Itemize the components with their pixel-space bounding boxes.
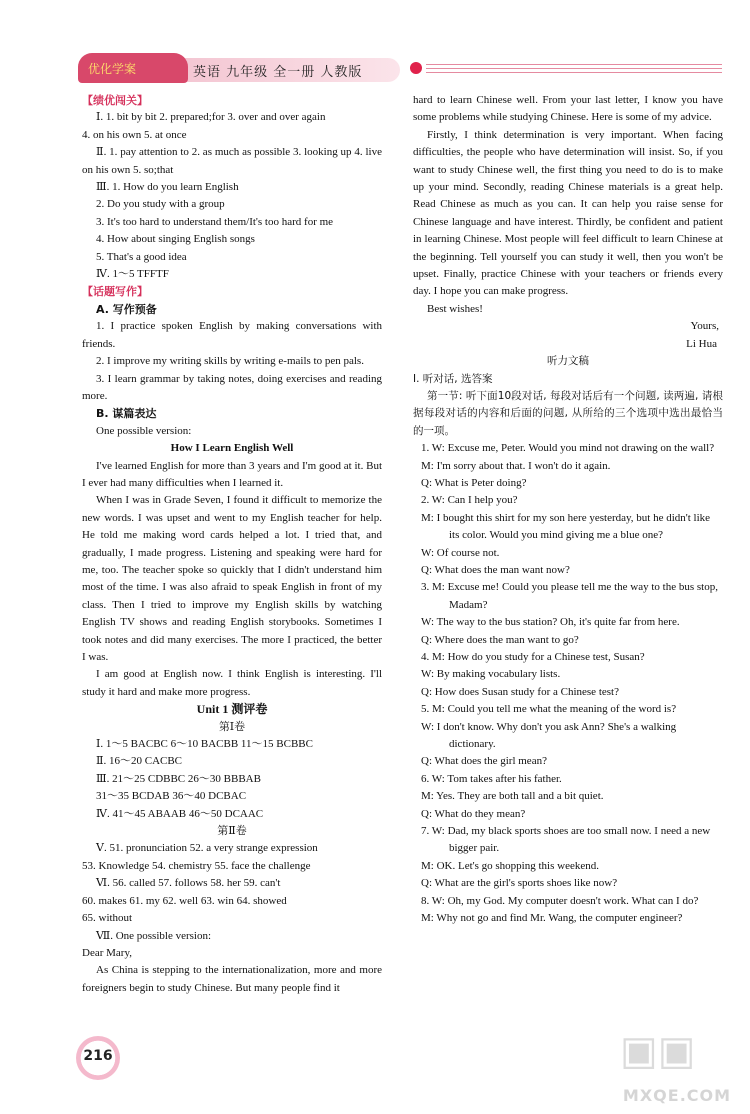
answer-line: 4. on his own 5. at once <box>82 128 187 141</box>
letter-closing: Best wishes! <box>427 302 483 315</box>
book-info: 英语 九年级 全一册 人教版 <box>193 65 363 80</box>
version-label: One possible version: <box>96 424 192 437</box>
answer-line: Ⅳ. 41～45 ABAAB 46～50 DCAAC <box>96 807 264 820</box>
dialogue-line: Q: What are the girl's sports shoes like now? <box>421 877 618 890</box>
dialogue-line: W: I don't know. Why don't you ask Ann? She's a walking dictionary. <box>421 720 677 751</box>
header-rule <box>426 72 722 73</box>
essay-title: How I Learn English Well <box>170 442 294 455</box>
left-column <box>82 92 382 997</box>
dialogue-line: 6. W: Tom takes after his father. <box>421 772 562 785</box>
watermark-logo-icon: ▣▣ <box>620 1028 696 1074</box>
dialogue-line: M: I'm sorry about that. I won't do it again. <box>421 459 611 472</box>
subsection-title: A. 写作预备 <box>96 302 157 316</box>
answer-line: 2. Do you study with a group <box>96 198 225 211</box>
section-tag: 【绩优闯关】 <box>82 94 148 107</box>
letter-paragraph: Firstly, I think determination is very important. When facing difficulties, the people who have determination will insist. So, if you want to study Chinese well, the first thing you need to do is to make up your mind. Secondly, reading Chinese materials is a great help. Read Chinese as much as you can. It can help you raise sense for Chinese language and have interest. Thirdly, be confident and patient in learning Chinese. Most people will feel difficult to learn Chinese at the beginning. Tell yourself you can study it well, then you won't be upset. Finally, practice Chinese with your teachers or friends every day. I hope you can make progress. <box>413 128 723 298</box>
part-instructions: 第一节: 听下面10段对话, 每段对话后有一个问题, 读两遍, 请根据每段对话的内容和后面的问题, 从所给的三个选项中选出最恰当的一项。 <box>413 389 723 437</box>
watermark <box>612 1028 742 1106</box>
answer-line: 4. How about singing English songs <box>96 233 255 246</box>
answer-line: Ⅰ. 1～5 BACBC 6～10 BACBB 11～15 BCBBC <box>96 738 313 751</box>
letter-greeting: Dear Mary, <box>82 946 132 959</box>
answer-line: 1. I practice spoken English by making conversations with friends. <box>82 320 382 350</box>
answer-line: 53. Knowledge 54. chemistry 55. face the challenge <box>82 859 311 872</box>
volume-title: 第Ⅱ卷 <box>217 825 247 838</box>
essay-paragraph: I've learned English for more than 3 years and I'm good at it. But I ever had many difficulties when I learned it. <box>82 459 382 489</box>
script-title: 听力文稿 <box>547 355 589 368</box>
dialogue-line: 2. W: Can I help you? <box>421 494 518 507</box>
unit-title: Unit 1 测评卷 <box>196 702 268 717</box>
version-label: Ⅶ. One possible version: <box>96 929 212 942</box>
subsection-title: B. 谋篇表达 <box>96 407 157 421</box>
letter-paragraph: hard to learn Chinese well. From your last letter, I know you have some problems while studying Chinese. Here is some of my advice. <box>413 94 723 124</box>
essay-paragraph: I am good at English now. I think English is interesting. I'll study it hard and make more progress. <box>82 668 382 698</box>
dialogue-line: W: The way to the bus station? Oh, it's quite far from here. <box>421 616 680 629</box>
dialogue-line: 3. M: Excuse me! Could you please tell me the way to the bus stop, Madam? <box>421 581 718 611</box>
dialogue-line: 7. W: Dad, my black sports shoes are too small now. I need a new bigger pair. <box>421 825 711 855</box>
header-rule <box>426 68 722 69</box>
dialogue-line: M: I bought this shirt for my son here yesterday, but he didn't like its color. Would you mind giving me a blue one? <box>421 511 711 542</box>
answer-line: 60. makes 61. my 62. well 63. win 64. showed <box>82 894 287 907</box>
right-column <box>413 92 723 928</box>
answer-line: Ⅱ. 16～20 CACBC <box>96 755 183 768</box>
dialogue-line: 8. W: Oh, my God. My computer doesn't work. What can I do? <box>421 894 699 907</box>
page-number: 216 <box>83 1048 113 1064</box>
header-dot <box>410 62 422 74</box>
answer-line: Ⅱ. 1. pay attention to 2. as much as possible 3. looking up 4. live on his own 5. so;that <box>82 146 382 176</box>
answer-line: 3. I learn grammar by taking notes, doing exercises and reading more. <box>82 372 382 402</box>
letter-paragraph: As China is stepping to the internationalization, more and more foreigners begin to study Chinese. But many people find it <box>82 964 382 994</box>
dialogue-line: M: Yes. They are both tall and a bit quiet. <box>421 790 604 803</box>
letter-signature: Li Hua <box>686 337 717 350</box>
dialogue-line: 5. M: Could you tell me what the meaning of the word is? <box>421 703 677 716</box>
answer-line: Ⅰ. 1. bit by bit 2. prepared;for 3. over and over again <box>96 111 326 124</box>
dialogue-line: M: OK. Let's go shopping this weekend. <box>421 859 599 872</box>
dialogue-line: Q: Where does the man want to go? <box>421 633 579 646</box>
answer-line: 5. That's a good idea <box>96 250 187 263</box>
answer-line: Ⅵ. 56. called 57. follows 58. her 59. can't <box>96 877 281 890</box>
dialogue-line: 4. M: How do you study for a Chinese test, Susan? <box>421 651 645 663</box>
answer-line: 65. without <box>82 912 133 925</box>
answer-line: Ⅲ. 21～25 CDBBC 26～30 BBBAB <box>96 772 261 785</box>
answer-line: Ⅲ. 1. How do you learn English <box>96 181 239 194</box>
header-tab-label: 优化学案 <box>88 62 137 76</box>
volume-title: 第Ⅰ卷 <box>218 720 246 733</box>
answer-line: Ⅳ. 1～5 TFFTF <box>96 268 169 281</box>
dialogue-line: M: Why not go and find Mr. Wang, the computer engineer? <box>421 912 683 925</box>
part-title: Ⅰ. 听对话, 选答案 <box>413 372 493 385</box>
dialogue-line: Q: How does Susan study for a Chinese test? <box>421 685 619 698</box>
section-tag: 【话题写作】 <box>82 285 148 299</box>
page-number-badge <box>76 1036 120 1080</box>
dialogue-line: Q: What does the man want now? <box>421 563 570 576</box>
dialogue-line: W: Of course not. <box>421 546 500 559</box>
answer-line: 31～35 BCDAB 36～40 DCBAC <box>96 790 247 803</box>
dialogue-line: Q: What does the girl mean? <box>421 755 547 768</box>
answer-line: 3. It's too hard to understand them/It's too hard for me <box>96 215 334 228</box>
watermark-text: MXQE.COM <box>622 1086 732 1105</box>
dialogue-line: Q: What do they mean? <box>421 807 526 820</box>
page-header <box>0 0 750 90</box>
header-rule <box>426 64 722 65</box>
dialogue-line: W: By making vocabulary lists. <box>421 668 561 681</box>
answer-line: 2. I improve my writing skills by writing e-mails to pen pals. <box>96 355 364 368</box>
letter-yours: Yours, <box>690 320 719 333</box>
dialogue-line: 1. W: Excuse me, Peter. Would you mind not drawing on the wall? <box>421 442 715 455</box>
answer-line: Ⅴ. 51. pronunciation 52. a very strange expression <box>96 842 318 855</box>
dialogue-line: Q: What is Peter doing? <box>421 476 527 489</box>
essay-paragraph: When I was in Grade Seven, I found it difficult to memorize the new words. I was upset and went to my English teacher for help. He told me making word cards helped a lot. I tried that, and gradually, I made progress. Listening and speaking were hard for me, too. The teacher spoke so quickly that I didn't understand him most of the time. I was also afraid to speak English in front of my class. Then I tried to improve my English skills by watching English TV shows and reading English storybooks. Sometimes I took notes and did many exercises. The more I practiced, the better I was. <box>82 494 382 663</box>
